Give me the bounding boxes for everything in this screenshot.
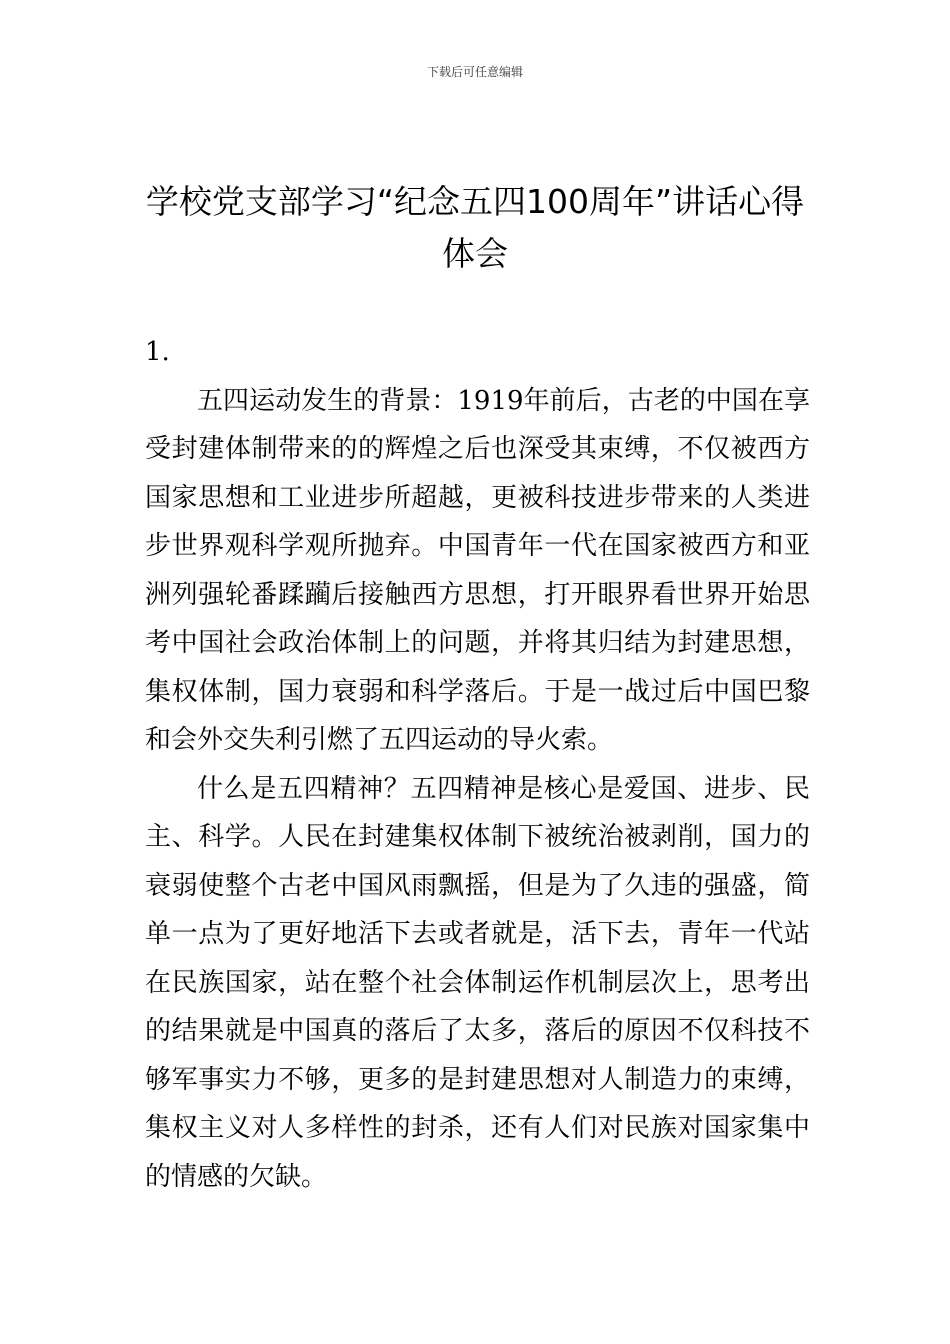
paragraph-spirit: 什么是五四精神？五四精神是核心是爱国、进步、民主、科学。人民在封建集权体制下被统治被剥削，国力的衰弱使整个古老中国风雨飘摇，但是为了久违的强盛，简单一点为了更好地活下去或者就是，活下去，青年一代站在民族国家，站在整个社会体制运作机制层次上，思考出的结果就是中国真的落后了太多，落后的原因不仅科技不够军事实力不够，更多的是封建思想对人制造力的束缚，集权主义对人多样性的封杀，还有人们对民族对国家集中的情感的欠缺。 <box>145 773 810 1192</box>
paragraph-background: 五四运动发生的背景：1919年前后，古老的中国在享受封建体制带来的的辉煌之后也深受其束缚，不仅被西方国家思想和工业进步所超越，更被科技进步带来的人类进步世界观科学观所抛弃。中国青年一代在国家被西方和亚洲列强轮番蹂躏后接触西方思想，打开眼界看世界开始思考中国社会政治体制上的问题，并将其归结为封建思想，集权体制，国力衰弱和科学落后。于是一战过后中国巴黎和会外交失利引燃了五四运动的导火索。 <box>145 385 810 755</box>
section-number: 1. <box>145 337 170 367</box>
header-note: 下载后可任意编辑 <box>426 65 523 79</box>
document-body <box>145 328 810 1201</box>
document-title: 学校党支部学习“纪念五四100周年”讲话心得体会 <box>145 182 805 273</box>
